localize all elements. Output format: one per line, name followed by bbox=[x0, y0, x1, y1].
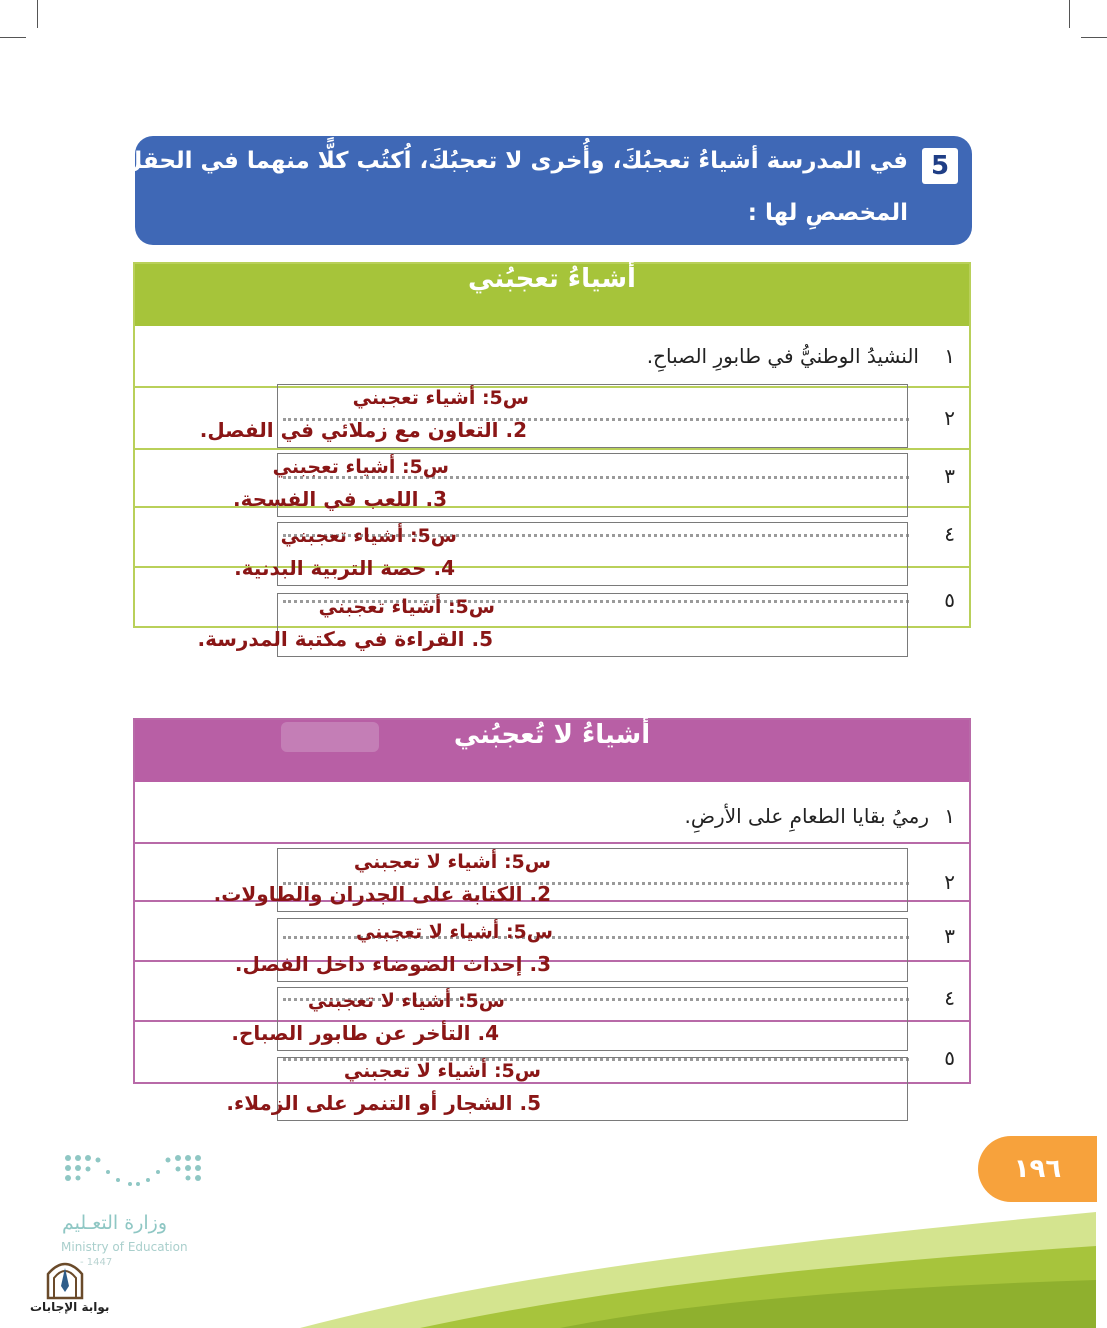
answer-text: 2. التعاون مع زملائي في الفصل. bbox=[199, 418, 527, 442]
answer-title: س5: أشياء تعجبني bbox=[318, 596, 495, 618]
answer-text: 4. التأخر عن طابور الصباح. bbox=[231, 1021, 499, 1045]
row-number: ٥ bbox=[944, 1046, 955, 1070]
answer-title: س5: أشياء تعجبني bbox=[280, 525, 457, 547]
faded-label-tab bbox=[281, 722, 379, 752]
answer-title: س5: أشياء تعجبني bbox=[352, 387, 529, 409]
portal-label: بوابة الإجابات bbox=[30, 1300, 110, 1314]
answer-title: س5: أشياء لا تعجبني bbox=[355, 921, 553, 943]
answer-title: س5: أشياء تعجبني bbox=[272, 456, 449, 478]
question-banner bbox=[122, 136, 972, 245]
row-text: رميُ بقايا الطعامِ على الأرضِ. bbox=[684, 804, 929, 828]
answer-box[interactable] bbox=[234, 918, 908, 982]
row-number: ٣ bbox=[944, 924, 955, 948]
likes-table-header: أشياءُ تعجبُني bbox=[135, 264, 969, 326]
dislikes-table-title: أشياءُ لا تُعجبُني bbox=[453, 720, 651, 750]
crop-mark bbox=[37, 0, 38, 28]
row-number: ٤ bbox=[944, 522, 955, 546]
answer-box[interactable] bbox=[197, 593, 908, 657]
answer-text: 3. اللعب في الفسحة. bbox=[233, 487, 447, 511]
dislikes-row-1 bbox=[135, 782, 969, 844]
row-number: ٢ bbox=[944, 870, 955, 894]
answer-text: 2. الكتابة على الجدران والطاولات. bbox=[213, 882, 551, 906]
answer-text: 5. الشجار أو التنمر على الزملاء. bbox=[226, 1091, 541, 1115]
crop-mark bbox=[1069, 0, 1070, 28]
question-text-line1: في المدرسة أشياءُ تعجبُكَ، وأُخرى لا تعجبُكَ، اُكتُب كلًّا منهما في الحقلِ bbox=[122, 148, 908, 174]
ministry-name-en: Ministry of Education bbox=[61, 1240, 188, 1254]
answer-title: س5: أشياء لا تعجبني bbox=[353, 851, 551, 873]
row-number: ٥ bbox=[944, 588, 955, 612]
answer-box[interactable] bbox=[231, 987, 908, 1051]
answer-title: س5: أشياء لا تعجبني bbox=[343, 1060, 541, 1082]
ministry-name-ar: وزارة التعـليم bbox=[62, 1212, 168, 1234]
row-number: ٢ bbox=[944, 406, 955, 430]
answer-box[interactable] bbox=[234, 522, 908, 586]
row-number: ١ bbox=[944, 804, 955, 828]
portal-logo-icon bbox=[44, 1256, 86, 1300]
row-number: ٤ bbox=[944, 986, 955, 1010]
answer-text: 3. إحداث الضوضاء داخل الفصل. bbox=[234, 952, 551, 976]
answer-text: 5. القراءة في مكتبة المدرسة. bbox=[197, 627, 493, 651]
row-number: ٣ bbox=[944, 464, 955, 488]
answer-text: 4. حصة التربية البدنية. bbox=[234, 556, 455, 580]
page-number: ١٩٦ bbox=[978, 1136, 1097, 1202]
answer-box[interactable] bbox=[213, 848, 908, 912]
crop-mark bbox=[1081, 37, 1107, 38]
likes-row-1 bbox=[135, 326, 969, 388]
crop-mark bbox=[0, 37, 26, 38]
question-text-line2: المخصصِ لها : bbox=[747, 200, 908, 226]
answer-title: س5: أشياء لا تعجبني bbox=[307, 990, 505, 1012]
row-text: النشيدُ الوطنيُّ في طابورِ الصباحِ. bbox=[646, 344, 919, 368]
answer-box[interactable] bbox=[199, 384, 908, 448]
ministry-year: - 1447 bbox=[80, 1257, 113, 1268]
dislikes-table-header bbox=[135, 720, 969, 782]
question-number: 5 bbox=[922, 148, 958, 184]
answer-box[interactable] bbox=[233, 453, 908, 517]
answer-box[interactable] bbox=[226, 1057, 908, 1121]
ministry-logo-icon bbox=[60, 1150, 210, 1210]
row-number: ١ bbox=[944, 344, 955, 368]
